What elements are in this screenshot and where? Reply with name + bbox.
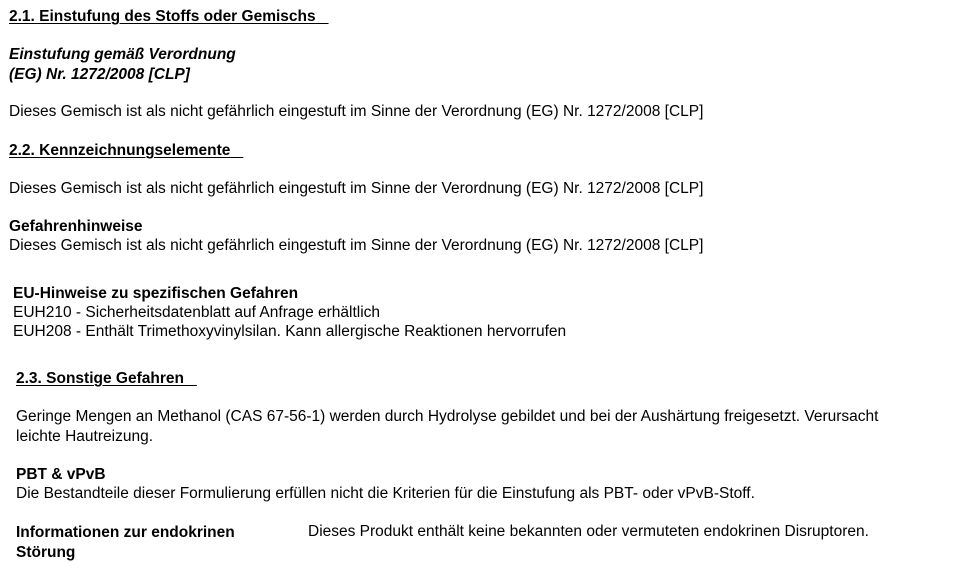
section-2-2-heading: 2.2. Kennzeichnungselemente — [9, 142, 231, 159]
classification-text: Dieses Gemisch ist als nicht gefährlich eingestuft im Sinne der Verordnung (EG) Nr. 1272/2008 [CLP] — [9, 103, 704, 120]
endocrine-label-line2: Störung — [16, 544, 76, 561]
hazard-statements-text: Dieses Gemisch ist als nicht gefährlich eingestuft im Sinne der Verordnung (EG) Nr. 1272/2008 [CLP] — [9, 237, 704, 254]
other-hazards-text-line2: leichte Hautreizung. — [16, 428, 153, 445]
section-2-1-heading: 2.1. Einstufung des Stoffs oder Gemischs — [9, 8, 316, 25]
other-hazards-text-line1: Geringe Mengen an Methanol (CAS 67-56-1) werden durch Hydrolyse gebildet und bei der Aushärtung freigesetzt. Verursacht — [16, 408, 879, 425]
eu-hazards-title: EU-Hinweise zu spezifischen Gefahren — [13, 285, 299, 302]
eu-hazard-item: EUH208 - Enthält Trimethoxyvinylsilan. Kann allergische Reaktionen hervorrufen — [13, 323, 567, 340]
classification-subheading-line2: (EG) Nr. 1272/2008 [CLP] — [9, 66, 190, 83]
labelling-text: Dieses Gemisch ist als nicht gefährlich eingestuft im Sinne der Verordnung (EG) Nr. 1272/2008 [CLP] — [9, 180, 704, 197]
eu-hazard-item: EUH210 - Sicherheitsdatenblatt auf Anfrage erhältlich — [13, 304, 381, 321]
pbt-vpvb-title: PBT & vPvB — [16, 466, 106, 483]
endocrine-label-line1: Informationen zur endokrinen — [16, 524, 235, 541]
endocrine-text: Dieses Produkt enthält keine bekannten oder vermuteten endokrinen Disruptoren. — [308, 523, 869, 540]
section-2-3-heading: 2.3. Sonstige Gefahren — [16, 370, 184, 387]
hazard-statements-title: Gefahrenhinweise — [9, 218, 143, 235]
classification-subheading-line1: Einstufung gemäß Verordnung — [9, 46, 236, 63]
pbt-vpvb-text: Die Bestandteile dieser Formulierung erfüllen nicht die Kriterien für die Einstufung als PBT- oder vPvB-Stoff. — [16, 485, 755, 502]
